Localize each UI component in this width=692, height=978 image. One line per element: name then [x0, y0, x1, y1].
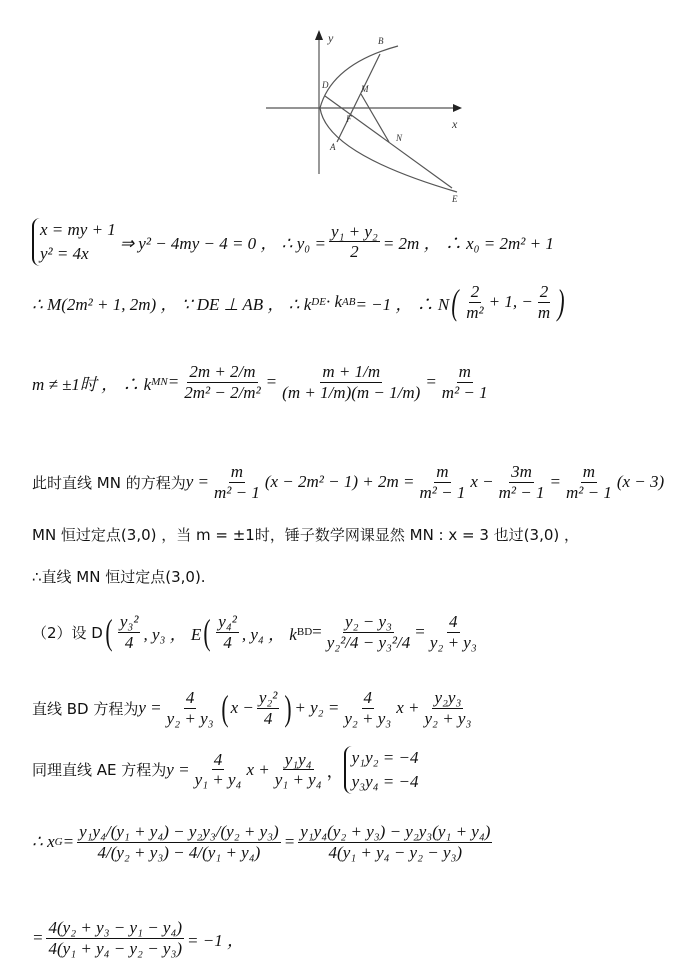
- fraction: [422, 688, 473, 728]
- system-eq-2: y² = 4x: [40, 243, 89, 263]
- text: ∴ M(2m² + 1, 2m) ， ∵ DE ⊥ AB ， ∴ k: [32, 294, 312, 314]
- text: ∴ x: [32, 832, 55, 852]
- text: + y₂ =: [294, 698, 340, 718]
- text: =: [265, 372, 278, 392]
- denominator: m²: [466, 302, 484, 322]
- text: , y₄ ， k: [241, 624, 297, 644]
- numerator: 4: [185, 688, 195, 707]
- subscript: DE: [311, 296, 326, 309]
- text: =: [549, 472, 561, 492]
- numerator: y₁y₄/(y₁ + y₄) − y₂y₃/(y₂ + y₃): [79, 822, 279, 841]
- fraction: [497, 462, 547, 502]
- fraction: [165, 688, 216, 728]
- numerator: m + 1/m: [322, 362, 381, 381]
- parabola-diagram: [262, 24, 472, 204]
- text: x −: [230, 698, 254, 718]
- text: x −: [470, 472, 494, 492]
- denominator: (m + 1/m)(m − 1/m): [282, 382, 421, 402]
- text: x +: [396, 698, 420, 718]
- numerator: y₁y₄: [284, 749, 312, 769]
- paren: (: [105, 612, 113, 653]
- svg-text:E: E: [452, 194, 458, 204]
- denominator: 4(y₁ + y₄ − y₂ − y₃): [328, 842, 463, 862]
- fraction: [342, 688, 393, 728]
- text: ⇒ y² − 4my − 4 = 0 ， ∴ y₀ =: [119, 234, 326, 254]
- system-eq-1: y₁y₂ = −4: [351, 748, 419, 767]
- fraction: [325, 612, 413, 652]
- numerator: y₁y₄(y₂ + y₃) − y₂y₃(y₁ + y₄): [300, 822, 491, 841]
- text: x +: [246, 759, 270, 779]
- denominator: 4: [223, 632, 232, 652]
- numerator: y₃²: [119, 612, 139, 631]
- fraction: [298, 822, 492, 862]
- numerator: y₁ + y₂: [330, 221, 378, 241]
- fraction: [329, 222, 380, 262]
- denominator: 4: [124, 632, 134, 652]
- text: y =: [185, 472, 209, 492]
- denominator: m² − 1: [419, 482, 466, 502]
- numerator: 4: [449, 612, 458, 631]
- fraction: [193, 750, 244, 790]
- system-eq-1: x = my + 1: [40, 220, 116, 239]
- svg-text:D: D: [322, 80, 329, 90]
- text: (x − 3): [616, 472, 665, 492]
- system-eq-2: y₃y₄ = −4: [351, 771, 419, 791]
- text: =: [32, 928, 44, 948]
- system-brace: [32, 218, 116, 266]
- fraction: [182, 362, 262, 402]
- paren: (: [203, 612, 211, 653]
- paren: ): [557, 282, 565, 323]
- fraction: [280, 362, 422, 402]
- fraction: [46, 918, 184, 958]
- text: = −1 ，: [187, 930, 244, 950]
- denominator: y₂ + y₃: [424, 708, 472, 728]
- subscript: G: [54, 836, 63, 849]
- denominator: 4/(y₂ + y₃) − 4/(y₁ + y₄): [97, 842, 261, 862]
- numerator: 4(y₂ + y₃ − y₁ − y₄): [48, 918, 183, 937]
- line-2: [32, 282, 567, 322]
- denominator: m² − 1: [213, 482, 260, 502]
- denominator: y₂ + y₃: [166, 708, 214, 728]
- numerator: 4: [213, 749, 223, 769]
- text: m ≠ ±1时 ， ∴ k: [32, 374, 152, 394]
- denominator: y₂²/4 − y₃²/4: [326, 632, 411, 652]
- system-brace: [344, 746, 419, 794]
- fraction: [77, 822, 281, 862]
- denominator: m² − 1: [441, 382, 488, 402]
- denominator: y₂ + y₃: [429, 632, 477, 652]
- line-10: [32, 822, 495, 862]
- text: =: [415, 622, 425, 642]
- line-11: [32, 918, 244, 958]
- numerator: 2m + 2/m: [189, 362, 256, 381]
- numerator: y₂ − y₃: [345, 612, 392, 631]
- fraction: [273, 750, 324, 790]
- subscript: BD: [296, 626, 313, 639]
- text: , y₃ ， E: [143, 624, 202, 644]
- fraction: [418, 462, 468, 502]
- text: y =: [166, 759, 190, 779]
- text: =: [283, 832, 296, 852]
- line-1: [32, 218, 554, 266]
- svg-text:x: x: [452, 117, 458, 131]
- denominator: y₂ + y₃: [344, 708, 392, 728]
- text: =: [167, 372, 180, 392]
- numerator: y₄²: [218, 612, 237, 631]
- svg-text:F: F: [346, 114, 352, 124]
- fraction: [564, 462, 614, 502]
- text: 直线 BD 方程为: [32, 699, 139, 718]
- fraction: [257, 688, 280, 728]
- numerator: 2: [470, 282, 480, 301]
- svg-text:A: A: [330, 142, 336, 152]
- text: = −1 ， ∴ N: [355, 294, 450, 314]
- svg-text:y: y: [328, 31, 334, 45]
- fraction: [212, 462, 262, 502]
- paren: (: [220, 688, 229, 729]
- text: 此时直线 MN 的方程为: [32, 473, 186, 492]
- subscript: AB: [342, 296, 356, 309]
- line-5: MN 恒过定点(3,0) ，当 m = ±1时，锤子数学网课显然 MN : x = 3 也过(3,0) ，: [32, 526, 579, 544]
- denominator: y₁ + y₄: [194, 770, 242, 790]
- numerator: m: [436, 462, 449, 481]
- svg-text:B: B: [378, 36, 384, 46]
- text: = 2m ， ∴ x₀ = 2m² + 1: [382, 234, 554, 254]
- text: =: [312, 622, 322, 642]
- denominator: m: [537, 302, 551, 322]
- numerator: m: [230, 462, 244, 481]
- paren: (: [451, 282, 459, 323]
- text: y =: [138, 698, 162, 718]
- numerator: m: [458, 362, 471, 381]
- line-8: [32, 688, 476, 728]
- numerator: y₂y₃: [434, 688, 462, 707]
- line-9: [32, 746, 422, 794]
- numerator: m: [582, 462, 596, 481]
- text: 同理直线 AE 方程为: [32, 761, 167, 780]
- fraction: [428, 612, 479, 652]
- text: ，: [326, 762, 344, 782]
- text: =: [425, 372, 437, 392]
- denominator: m² − 1: [565, 482, 612, 502]
- line-4: [32, 462, 664, 502]
- svg-text:M: M: [361, 84, 369, 94]
- subscript: MN: [151, 376, 168, 389]
- text: (x − 2m² − 1) + 2m =: [264, 472, 415, 492]
- svg-text:N: N: [396, 133, 403, 143]
- text: =: [62, 832, 75, 852]
- fraction: [464, 282, 485, 322]
- denominator: 2m² − 2/m²: [184, 382, 261, 402]
- line-7: [32, 612, 482, 652]
- denominator: 2: [350, 242, 359, 262]
- numerator: 3m: [511, 462, 532, 481]
- fraction: [216, 612, 239, 652]
- numerator: 2: [539, 282, 549, 301]
- text: · k: [325, 292, 342, 312]
- paren: ): [284, 688, 293, 729]
- fraction: [440, 362, 490, 402]
- denominator: 4: [263, 708, 273, 728]
- line-3: [32, 362, 493, 402]
- numerator: y₂²: [258, 688, 278, 707]
- line-6: ∴直线 MN 恒过定点(3,0).: [32, 568, 206, 586]
- numerator: 4: [363, 688, 372, 707]
- fraction: [536, 282, 552, 322]
- text: （2）设 D: [32, 623, 103, 642]
- denominator: y₁ + y₄: [274, 770, 322, 790]
- denominator: 4(y₁ + y₄ − y₂ − y₃): [48, 938, 183, 958]
- fraction: [118, 612, 141, 652]
- text: + 1, −: [488, 292, 533, 312]
- denominator: m² − 1: [498, 482, 545, 502]
